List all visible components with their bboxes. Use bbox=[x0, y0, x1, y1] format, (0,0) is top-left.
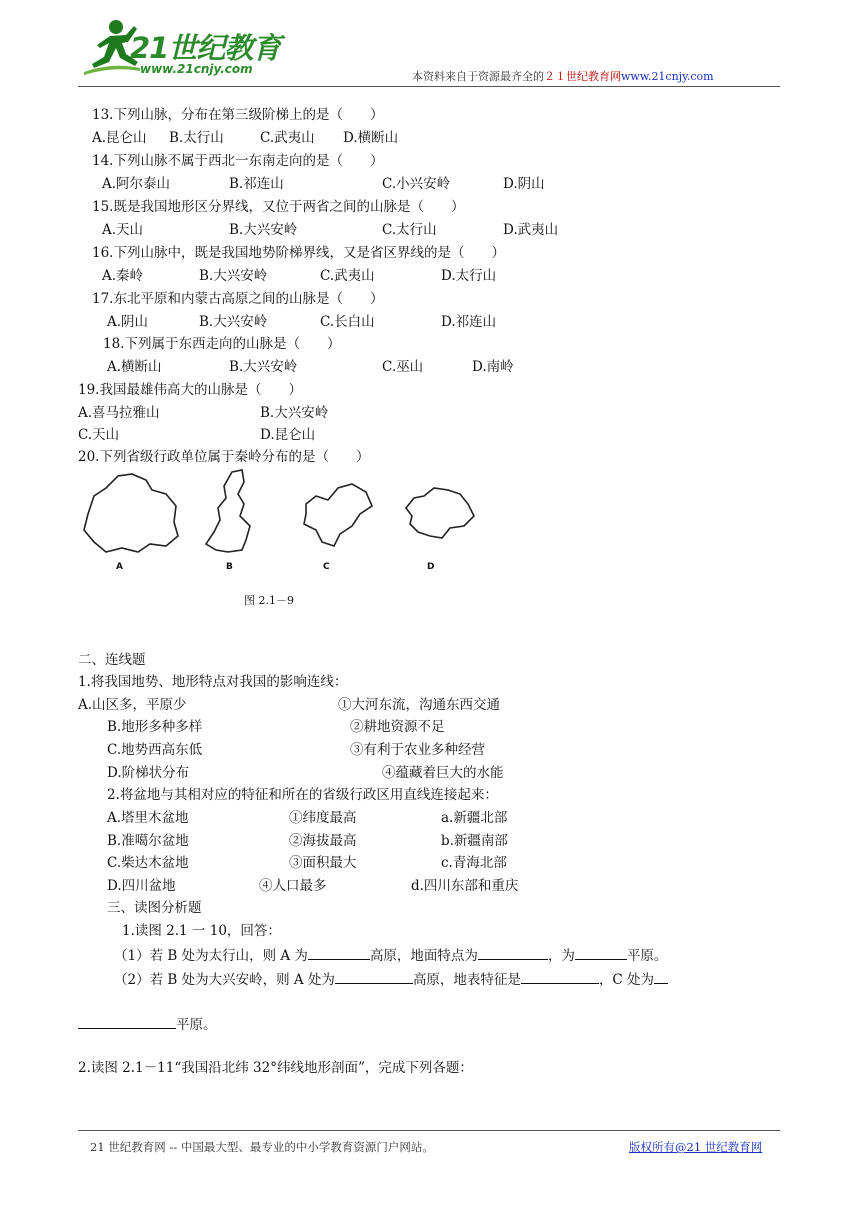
header-rule bbox=[78, 86, 780, 87]
match-left-item: B.地形多种多样 bbox=[107, 719, 203, 735]
province-shape-c bbox=[304, 484, 372, 546]
question-stem: 1.将我国地势、地形特点对我国的影响连线： bbox=[78, 674, 348, 690]
option: B.大兴安岭 bbox=[229, 359, 298, 375]
match-right-item: ②耕地资源不足 bbox=[350, 719, 445, 735]
header-source-note bbox=[412, 68, 714, 84]
question-stem: 1.读图 2.1 一 10，回答： bbox=[122, 923, 281, 939]
option: B.大兴安岭 bbox=[199, 314, 268, 330]
basin-name: B.准噶尔盆地 bbox=[107, 833, 189, 849]
header-prefix: 本资料来自于资源最齐全的 bbox=[412, 70, 544, 83]
match-right-item: ③有利于农业多种经营 bbox=[350, 742, 485, 758]
option: D.太行山 bbox=[441, 268, 497, 284]
option: B.大兴安岭 bbox=[199, 268, 268, 284]
map-label-a: A bbox=[116, 562, 123, 572]
answer-blank[interactable] bbox=[308, 945, 370, 960]
option: A.昆仑山 bbox=[92, 130, 147, 146]
answer-blank[interactable] bbox=[78, 1014, 176, 1029]
fill-text: ，C 处为 bbox=[598, 972, 655, 988]
basin-name: C.柴达木盆地 bbox=[107, 855, 189, 871]
option: A.阴山 bbox=[107, 314, 149, 330]
option: C.巫山 bbox=[382, 359, 424, 375]
option: D.武夷山 bbox=[503, 222, 559, 238]
question-stem: 2.将盆地与其相对应的特征和所在的省级行政区用直线连接起来： bbox=[107, 787, 498, 803]
option: C.武夷山 bbox=[260, 130, 315, 146]
option: C.天山 bbox=[78, 427, 120, 443]
question-stem: 18.下列属于东西走向的山脉是（ ） bbox=[103, 336, 341, 352]
fill-in-line bbox=[78, 1014, 217, 1034]
match-left-item: A.山区多，平原少 bbox=[78, 697, 187, 713]
option: D.阴山 bbox=[503, 176, 545, 192]
match-left-item: C.地势西高东低 bbox=[107, 742, 203, 758]
option: B.大兴安岭 bbox=[260, 405, 329, 421]
option: B.祁连山 bbox=[229, 176, 284, 192]
option: B.太行山 bbox=[169, 130, 224, 146]
option: A.阿尔泰山 bbox=[102, 176, 171, 192]
province-shape-d bbox=[406, 488, 474, 538]
answer-blank[interactable] bbox=[575, 945, 627, 960]
answer-blank[interactable] bbox=[654, 969, 668, 984]
option: D.祁连山 bbox=[441, 314, 497, 330]
match-right-item: ④蕴藏着巨大的水能 bbox=[382, 765, 504, 781]
basin-feature: ②海拔最高 bbox=[289, 833, 357, 849]
basin-region: a.新疆北部 bbox=[441, 810, 508, 826]
option: A.横断山 bbox=[107, 359, 162, 375]
match-left-item: D.阶梯状分布 bbox=[107, 765, 190, 781]
fill-text: （2）若 B 处为大兴安岭，则 A 处为 bbox=[114, 972, 335, 988]
option: D.南岭 bbox=[472, 359, 514, 375]
province-shapes bbox=[80, 466, 500, 566]
basin-region: d.四川东部和重庆 bbox=[411, 878, 519, 894]
fill-text: 平原。 bbox=[626, 948, 668, 964]
question-stem: 17.东北平原和内蒙古高原之间的山脉是（ ） bbox=[92, 291, 384, 307]
question-stem: 15.既是我国地形区分界线，又位于两省之间的山脉是（ ） bbox=[92, 199, 465, 215]
basin-feature: ①纬度最高 bbox=[289, 810, 357, 826]
question-stem: 20.下列省级行政单位属于秦岭分布的是（ ） bbox=[78, 449, 370, 465]
logo-title: 21世纪教育 bbox=[130, 31, 281, 65]
option: C.小兴安岭 bbox=[382, 176, 451, 192]
map-label-d: D bbox=[427, 562, 435, 572]
map-label-b: B bbox=[226, 562, 233, 572]
fill-text: 高原，地表特征是 bbox=[412, 972, 521, 988]
question-stem: 19.我国最雄伟高大的山脉是（ ） bbox=[78, 382, 302, 398]
footer-copyright-link[interactable]: 版权所有@21 世纪教育网 bbox=[629, 1140, 763, 1154]
province-shape-b bbox=[206, 470, 250, 552]
section-title: 三、读图分析题 bbox=[107, 900, 202, 916]
option: A.天山 bbox=[102, 222, 144, 238]
fill-text: 平原。 bbox=[176, 1017, 217, 1033]
option: C.武夷山 bbox=[320, 268, 375, 284]
header-site-name: ２１世纪教育网 bbox=[544, 70, 621, 83]
question-stem: 2.读图 2.1－11“我国沿北纬 32°纬线地形剖面”，完成下列各题： bbox=[78, 1060, 473, 1076]
footer-rule bbox=[78, 1130, 780, 1131]
question-stem: 16.下列山脉中，既是我国地势阶梯界线，又是省区界线的是（ ） bbox=[92, 245, 505, 261]
option: A.喜马拉雅山 bbox=[78, 405, 160, 421]
question-stem: 13.下列山脉，分布在第三级阶梯上的是（ ） bbox=[92, 107, 384, 123]
option: A.秦岭 bbox=[102, 268, 144, 284]
answer-blank[interactable] bbox=[335, 969, 413, 984]
match-right-item: ①大河东流，沟通东西交通 bbox=[338, 697, 500, 713]
question-stem: 14.下列山脉不属于西北一东南走向的是（ ） bbox=[92, 153, 384, 169]
footer-left-text: 21 世纪教育网 -- 中国最大型、最专业的中小学教育资源门户网站。 bbox=[90, 1140, 434, 1154]
fill-in-line bbox=[114, 945, 667, 965]
answer-blank[interactable] bbox=[478, 945, 548, 960]
option: D.横断山 bbox=[343, 130, 399, 146]
logo-url: www.21cnjy.com bbox=[140, 62, 253, 76]
section-title: 二、连线题 bbox=[78, 652, 146, 668]
option: B.大兴安岭 bbox=[229, 222, 298, 238]
basin-region: c.青海北部 bbox=[441, 855, 507, 871]
map-label-c: C bbox=[323, 562, 330, 572]
fill-text: （1）若 B 处为太行山，则 A 为 bbox=[114, 948, 308, 964]
figure-caption: 图 2.1－9 bbox=[244, 594, 294, 607]
fill-text: 高原，地面特点为 bbox=[369, 948, 478, 964]
province-shape-a bbox=[84, 474, 178, 552]
fill-text: ，为 bbox=[547, 948, 575, 964]
option: C.太行山 bbox=[382, 222, 437, 238]
answer-blank[interactable] bbox=[521, 969, 599, 984]
basin-name: A.塔里木盆地 bbox=[107, 810, 189, 826]
fill-in-line bbox=[114, 969, 668, 989]
site-logo bbox=[82, 18, 282, 82]
basin-region: b.新疆南部 bbox=[441, 833, 508, 849]
option: C.长白山 bbox=[320, 314, 375, 330]
basin-feature: ③面积最大 bbox=[289, 855, 357, 871]
basin-feature: ④人口最多 bbox=[259, 878, 327, 894]
header-url-link[interactable]: www.21cnjy.com bbox=[621, 70, 714, 83]
basin-name: D.四川盆地 bbox=[107, 878, 176, 894]
option: D.昆仑山 bbox=[260, 427, 316, 443]
